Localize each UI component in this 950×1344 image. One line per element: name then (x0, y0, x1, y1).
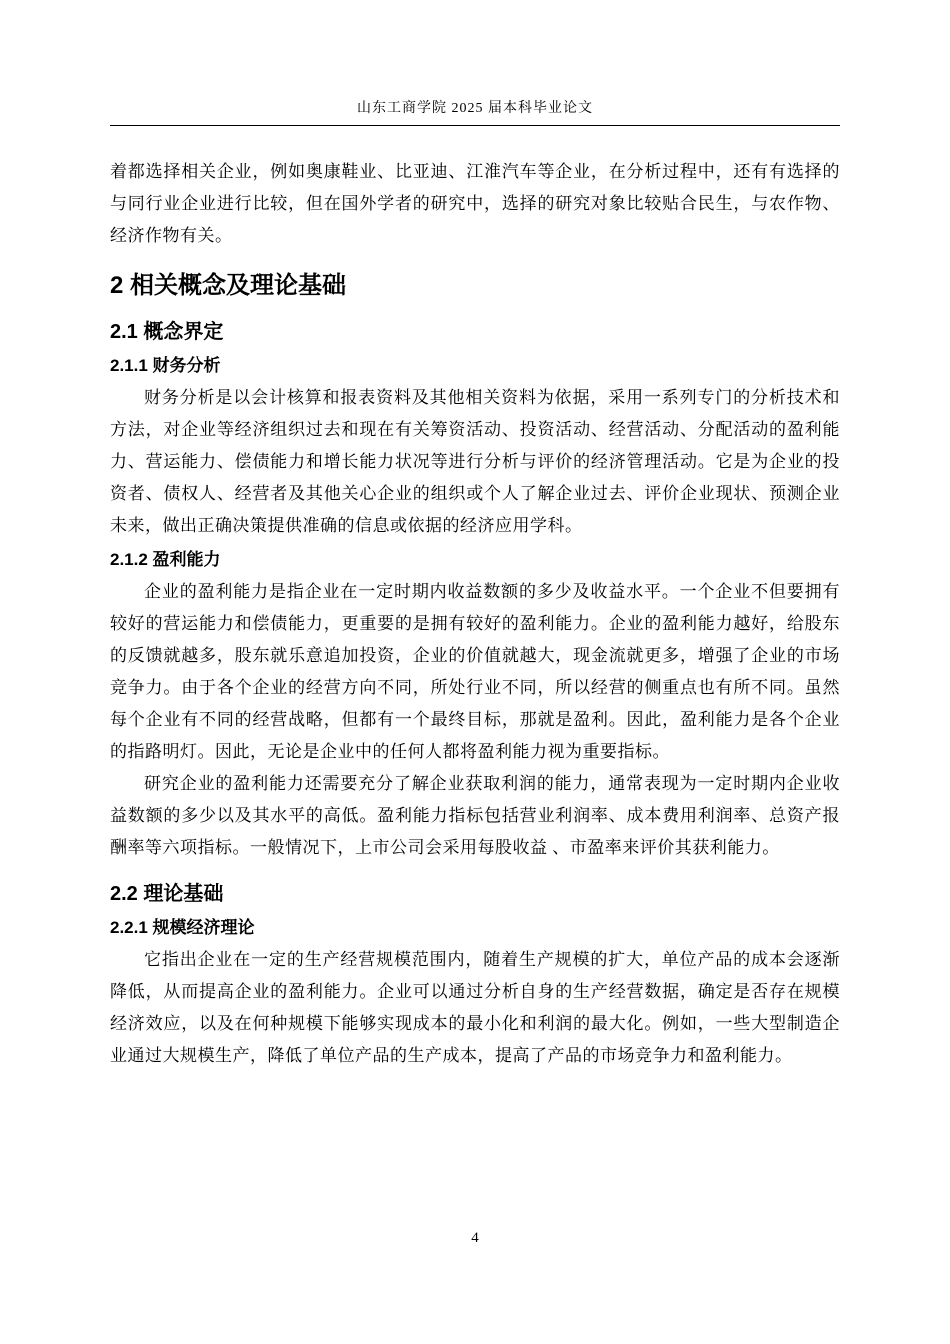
page-number: 4 (471, 1230, 479, 1246)
continuation-paragraph: 着都选择相关企业，例如奥康鞋业、比亚迪、江淮汽车等企业，在分析过程中，还有有选择的与同行业企业进行比较，但在国外学者的研究中，选择的研究对象比较贴合民生，与农作物、经济作物有关。 (110, 162, 840, 245)
subsection-2-1-2-heading: 2.1.2 盈利能力 (110, 550, 221, 569)
section-2-1-heading: 2.1 概念界定 (110, 321, 224, 343)
header-title: 山东工商学院 2025 届本科毕业论文 (357, 101, 593, 116)
paragraph-profitability-2: 研究企业的盈利能力还需要充分了解企业获取利润的能力，通常表现为一定时期内企业收益数额的多少以及其水平的高低。盈利能力指标包括营业利润率、成本费用利润率、总资产报酬率等六项指标。一般情况下，上市公司会采用每股收益 、市盈率来评价其获利能力。 (110, 774, 840, 857)
paragraph-scale-economy-theory: 它指出企业在一定的生产经营规模范围内，随着生产规模的扩大，单位产品的成本会逐渐降低，从而提高企业的盈利能力。企业可以通过分析自身的生产经营数据，确定是否存在规模经济效应，以及在何种规模下能够实现成本的最小化和利润的最大化。例如，一些大型制造企业通过大规模生产，降低了单位产品的生产成本，提高了产品的市场竞争力和盈利能力。 (110, 950, 840, 1065)
paragraph-financial-analysis: 财务分析是以会计核算和报表资料及其他相关资料为依据，采用一系列专门的分析技术和方法，对企业等经济组织过去和现在有关筹资活动、投资活动、经营活动、分配活动的盈利能力、营运能力、偿债能力和增长能力状况等进行分析与评价的经济管理活动。它是为企业的投资者、债权人、经营者及其他关心企业的组织或个人了解企业过去、评价企业现状、预测企业未来，做出正确决策提供准确的信息或依据的经济应用学科。 (110, 388, 840, 535)
subsection-2-2-1-heading: 2.2.1 规模经济理论 (110, 918, 255, 937)
subsection-2-1-1-heading: 2.1.1 财务分析 (110, 356, 221, 375)
document-body (110, 156, 840, 1072)
chapter-2-heading: 2 相关概念及理论基础 (110, 272, 347, 299)
paragraph-profitability-1: 企业的盈利能力是指企业在一定时期内收益数额的多少及收益水平。一个企业不但要拥有较好的营运能力和偿债能力，更重要的是拥有较好的盈利能力。企业的盈利能力越好，给股东的反馈就越多，股东就乐意追加投资，企业的价值就越大，现金流就更多，增强了企业的市场竞争力。由于各个企业的经营方向不同，所处行业不同，所以经营的侧重点也有所不同。虽然每个企业有不同的经营战略，但都有一个最终目标，那就是盈利。因此，盈利能力是各个企业的指路明灯。因此，无论是企业中的任何人都将盈利能力视为重要指标。 (110, 582, 840, 761)
page-header (110, 100, 840, 126)
section-2-2-heading: 2.2 理论基础 (110, 883, 224, 905)
page-footer (0, 1228, 950, 1248)
